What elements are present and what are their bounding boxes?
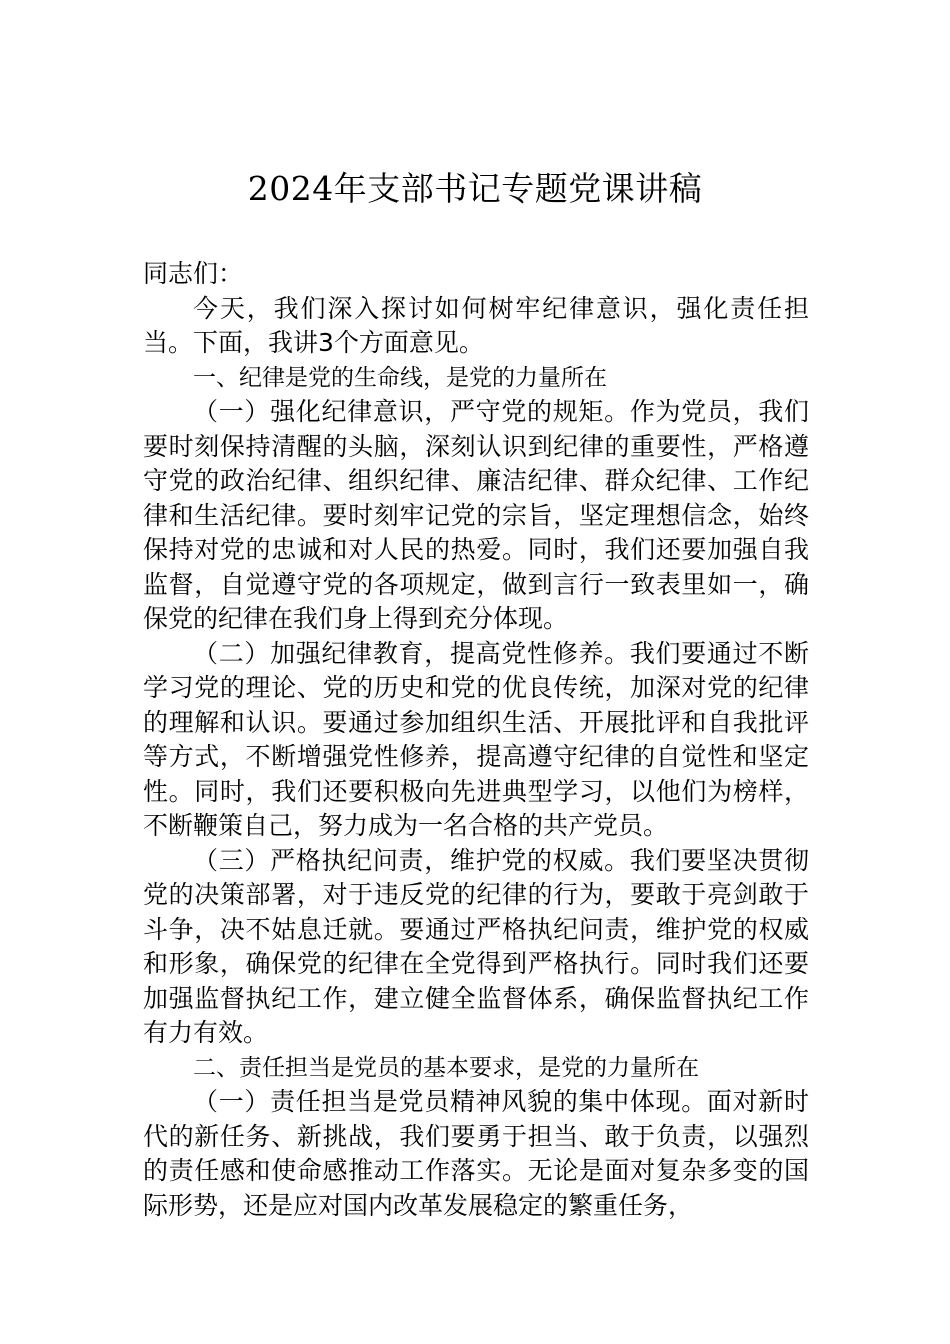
salutation: 同志们： (143, 259, 244, 288)
section-heading-1: 一、纪律是党的生命线，是党的力量所在 (193, 364, 607, 391)
document-body (143, 257, 809, 1223)
paragraph-1-2: （二）加强纪律教育，提高党性修养。我们要通过不断学习党的理论、党的历史和党的优良传统，加深对党的纪律的理解和认识。要通过参加组织生活、开展批评和自我批评等方式，不断增强党性修养，提高遵守纪律的自觉性和坚定性。同时，我们还要积极向先进典型学习，以他们为榜样，不断鞭策自己，努力成为一名合格的共产党员。 (143, 638, 809, 840)
intro-paragraph: 今天，我们深入探讨如何树牢纪律意识，强化责任担当。下面，我讲3个方面意见。 (143, 293, 809, 357)
section-heading-2: 二、责任担当是党员的基本要求，是党的力量所在 (193, 1054, 699, 1081)
document-title: 2024年支部书记专题党课讲稿 (247, 169, 703, 208)
paragraph-1-1: （一）强化纪律意识，严守党的规矩。作为党员，我们要时刻保持清醒的头脑，深刻认识到纪律的重要性，严格遵守党的政治纪律、组织纪律、廉洁纪律、群众纪律、工作纪律和生活纪律。要时刻牢记党的宗旨，坚定理想信念，始终保持对党的忠诚和对人民的热爱。同时，我们还要加强自我监督，自觉遵守党的各项规定，做到言行一致表里如一，确保党的纪律在我们身上得到充分体现。 (143, 397, 809, 633)
paragraph-1-3: （三）严格执纪问责，维护党的权威。我们要坚决贯彻党的决策部署，对于违反党的纪律的行为，要敢于亮剑敢于斗争，决不姑息迁就。要通过严格执纪问责，维护党的权威和形象，确保党的纪律在全党得到严格执行。同时我们还要加强监督执纪工作，建立健全监督体系，确保监督执纪工作有力有效。 (143, 845, 809, 1047)
paragraph-2-1: （一）责任担当是党员精神风貌的集中体现。面对新时代的新任务、新挑战，我们要勇于担当、敢于负责，以强烈的责任感和使命感推动工作落实。无论是面对复杂多变的国际形势，还是应对国内改革发展稳定的繁重任务， (143, 1087, 809, 1220)
